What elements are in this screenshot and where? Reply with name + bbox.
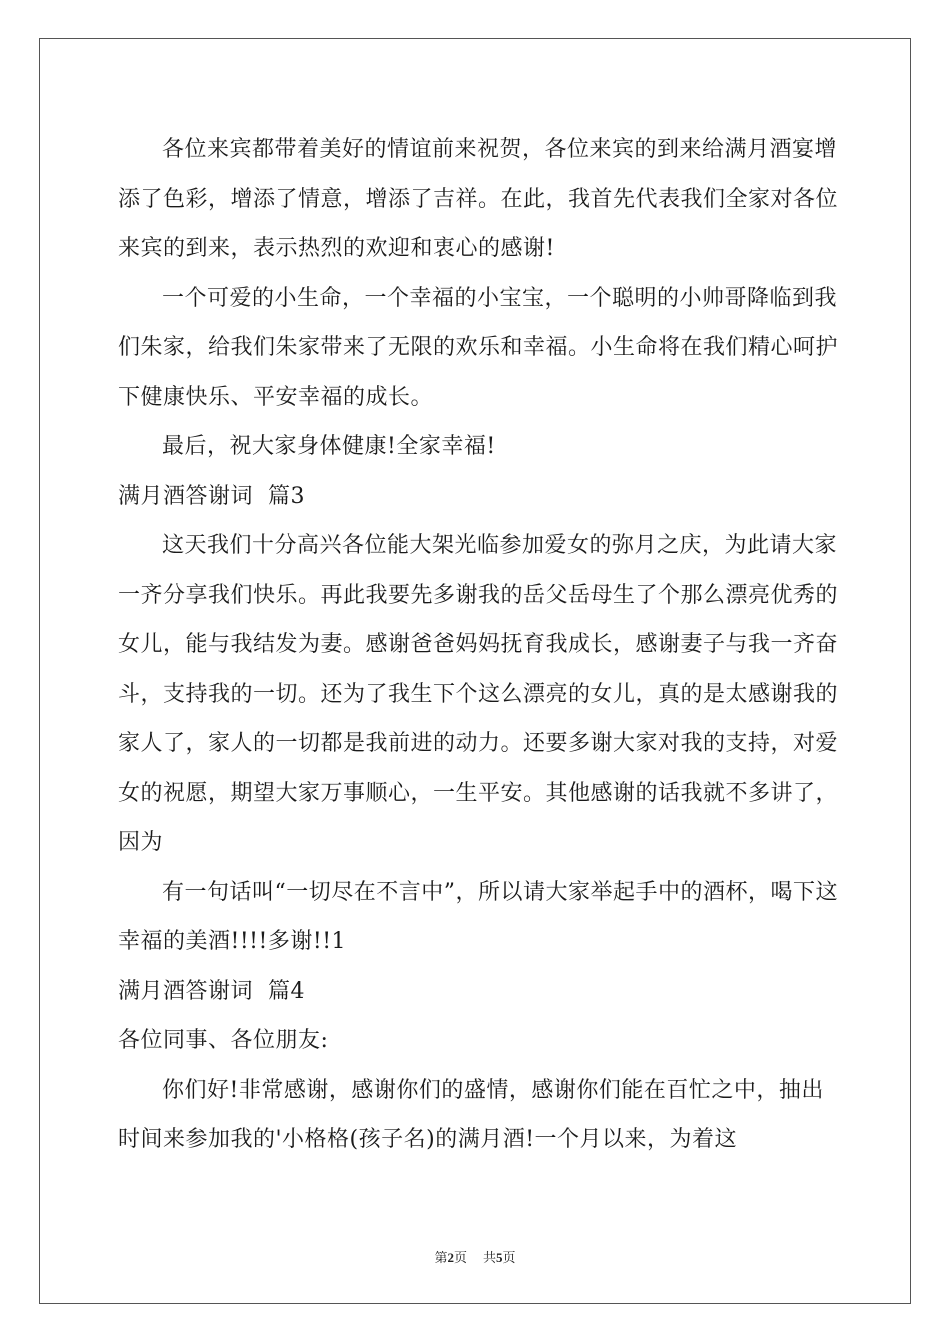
page-prefix: 第 [434, 1251, 448, 1266]
salutation: 各位同事、各位朋友: [118, 1028, 329, 1053]
section-heading: 满月酒答谢词 篇3 [118, 483, 305, 509]
page-suffix: 页 [453, 1251, 467, 1266]
paragraph: 有一句话叫“一切尽在不言中”，所以请大家举起手中的酒杯，喝下这幸福的美酒!!!!多谢!!1 [118, 879, 838, 954]
paragraph: 你们好!非常感谢，感谢你们的盛情，感谢你们能在百忙之中，抽出时间来参加我的'小格格(孩子名)的满月酒!一个月以来，为着这 [118, 1077, 824, 1152]
page-current: 2 [447, 1250, 454, 1265]
paragraph: 一个可爱的小生命，一个幸福的小宝宝，一个聪明的小帅哥降临到我们朱家，给我们朱家带来了无限的欢乐和幸福。小生命将在我们精心呵护下健康快乐、平安幸福的成长。 [118, 285, 839, 410]
page-footer [0, 1247, 950, 1266]
section-heading: 满月酒答谢词 篇4 [118, 978, 305, 1004]
total-prefix: 共 [483, 1251, 497, 1266]
paragraph: 各位来宾都带着美好的情谊前来祝贺，各位来宾的到来给满月酒宴增添了色彩，增添了情意，增添了吉祥。在此，我首先代表我们全家对各位来宾的到来，表示热烈的欢迎和衷心的感谢! [118, 137, 839, 261]
document-body [118, 125, 838, 1165]
paragraph: 最后，祝大家身体健康!全家幸福! [162, 434, 496, 459]
paragraph: 这天我们十分高兴各位能大架光临参加爱女的弥月之庆，为此请大家一齐分享我们快乐。再此我要先多谢我的岳父岳母生了个那么漂亮优秀的女儿，能与我结发为妻。感谢爸爸妈妈抚育我成长，感谢妻子与我一齐奋斗，支持我的一切。还为了我生下个这么漂亮的女儿，真的是太感谢我的家人了，家人的一切都是我前进的动力。还要多谢大家对我的支持，对爱女的祝愿，期望大家万事顺心，一生平安。其他感谢的话我就不多讲了，因为 [118, 533, 839, 855]
page-total: 5 [496, 1250, 503, 1265]
total-suffix: 页 [502, 1251, 516, 1266]
